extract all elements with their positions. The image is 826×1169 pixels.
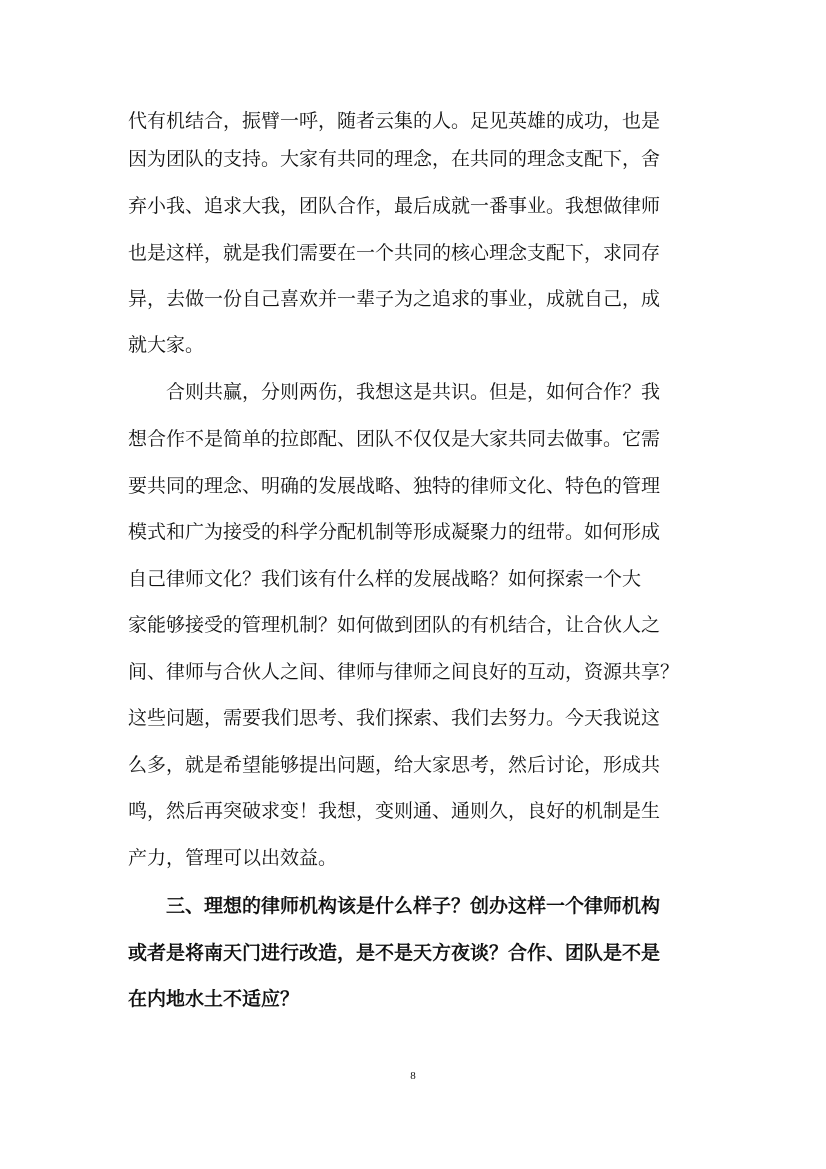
- text-line: 弃小我、追求大我，团队合作，最后成就一番事业。我想做律师: [128, 195, 661, 217]
- text-line: 要共同的理念、明确的发展战略、独特的律师文化、特色的管理: [128, 475, 661, 497]
- text-line: 代有机结合，振臂一呼，随者云集的人。足见英雄的成功，也是: [128, 110, 661, 132]
- section-heading-line: 或者是将南天门进行改造，是不是天方夜谈？合作、团队是不是: [128, 942, 661, 964]
- text-line: 异，去做一份自己喜欢并一辈子为之追求的事业，成就自己，成: [128, 288, 661, 310]
- paragraph-first-line: 合则共赢，分则两伤，我想这是共识。但是，如何合作？我: [166, 381, 661, 403]
- page-number: 8: [410, 1070, 416, 1082]
- text-line: 想合作不是简单的拉郎配、团队不仅仅是大家共同去做事。它需: [128, 428, 661, 450]
- section-heading-line: 在内地水土不适应？: [128, 988, 300, 1010]
- text-line: 间、律师与合伙人之间、律师与律师之间良好的互动，资源共享？: [128, 661, 680, 683]
- text-line: 这些问题，需要我们思考、我们探索、我们去努力。今天我说这: [128, 707, 661, 729]
- text-line: 就大家。: [128, 334, 205, 356]
- text-line: 也是这样，就是我们需要在一个共同的核心理念支配下，求同存: [128, 242, 661, 264]
- text-line: 么多，就是希望能够提出问题，给大家思考，然后讨论，形成共: [128, 754, 661, 776]
- text-line: 自己律师文化？我们该有什么样的发展战略？如何探索一个大: [128, 568, 642, 590]
- section-heading-line: 三、理想的律师机构该是什么样子？创办这样一个律师机构: [166, 895, 661, 917]
- text-line: 模式和广为接受的科学分配机制等形成凝聚力的纽带。如何形成: [128, 521, 661, 543]
- text-line: 因为团队的支持。大家有共同的理念，在共同的理念支配下，舍: [128, 148, 661, 170]
- text-line: 家能够接受的管理机制？如何做到团队的有机结合，让合伙人之: [128, 614, 661, 636]
- text-line: 鸣，然后再突破求变！我想，变则通、通则久，良好的机制是生: [128, 800, 661, 822]
- text-line: 产力，管理可以出效益。: [128, 847, 338, 869]
